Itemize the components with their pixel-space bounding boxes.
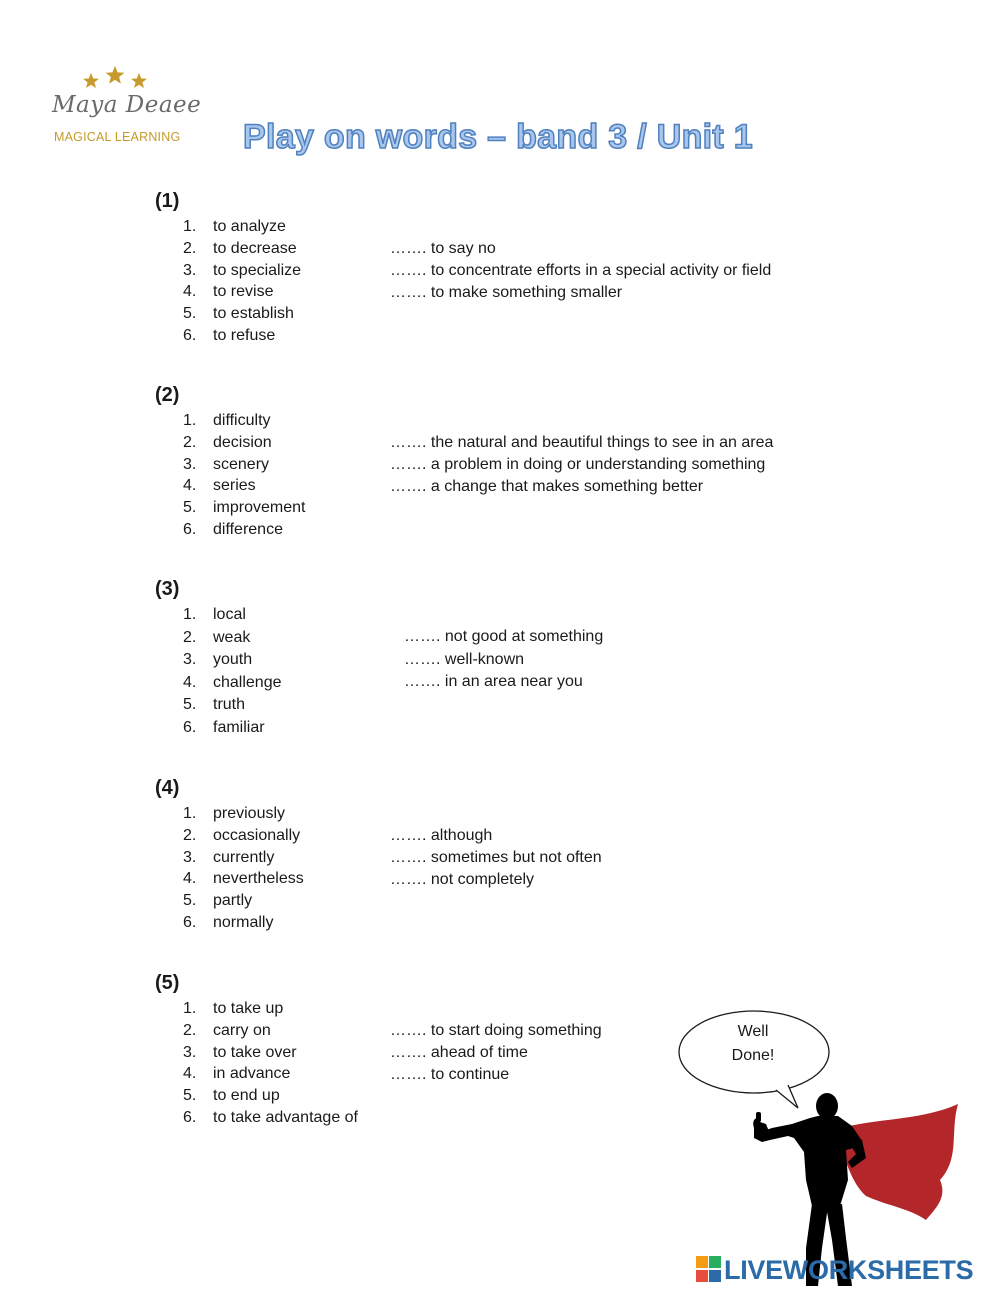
list-item: 4. challenge: [183, 673, 282, 691]
definition-list: [390, 238, 771, 303]
definition-input[interactable]: ……. ahead of time: [390, 1043, 528, 1061]
list-item: 6. normally: [183, 913, 274, 931]
list-item: 3. currently: [183, 848, 275, 866]
list-item: 4. to revise: [183, 283, 274, 301]
definition-input[interactable]: ……. not good at something: [404, 628, 604, 645]
word-list: [183, 803, 304, 934]
section-1: [155, 188, 855, 358]
definition-list: [390, 825, 602, 890]
definition-input[interactable]: ……. although: [390, 827, 493, 844]
list-item: 6. to refuse: [183, 326, 276, 344]
definition-list: [404, 626, 603, 694]
liveworksheets-logo: [696, 1254, 996, 1286]
list-item: 3. youth: [183, 651, 253, 669]
word-list: [183, 604, 282, 740]
bubble-text: [710, 1020, 796, 1068]
definition-input[interactable]: ……. in an area near you: [404, 673, 583, 691]
list-item: 2. to decrease: [183, 239, 297, 257]
list-item: 4. series: [183, 477, 256, 495]
section-heading: (2): [155, 384, 180, 406]
section-4: [155, 775, 855, 945]
definition-list: [390, 1020, 602, 1085]
bubble-line-1: Well: [737, 1023, 769, 1040]
list-item: 3. to take over: [183, 1043, 297, 1061]
word-list: [183, 216, 301, 347]
definition-list: [390, 432, 773, 497]
list-item: 5. truth: [183, 696, 246, 714]
list-item: 1. to take up: [183, 1000, 284, 1017]
definition-input[interactable]: ……. to make something smaller: [390, 283, 623, 301]
definition-input[interactable]: ……. not completely: [390, 870, 535, 888]
list-item: 3. to specialize: [183, 261, 302, 279]
definition-input[interactable]: ……. well-known: [404, 650, 525, 668]
list-item: 4. nevertheless: [183, 870, 304, 888]
section-heading: (5): [155, 972, 180, 994]
liveworksheets-text: LIVEWORKSHEETS: [724, 1255, 974, 1285]
definition-input[interactable]: ……. to concentrate efforts in a special activity or field: [390, 261, 772, 279]
definition-input[interactable]: ……. to say no: [390, 240, 496, 257]
list-item: 5. partly: [183, 892, 253, 910]
definition-input[interactable]: ……. the natural and beautiful things to see in an area: [390, 434, 774, 451]
list-item: 6. familiar: [183, 718, 265, 736]
list-item: 1. local: [183, 606, 246, 623]
definition-input[interactable]: ……. to continue: [390, 1065, 510, 1083]
word-list: [183, 410, 305, 541]
list-item: 4. in advance: [183, 1065, 291, 1083]
section-2: [155, 382, 855, 552]
section-heading: (3): [155, 578, 180, 600]
list-item: 1. to analyze: [183, 218, 286, 235]
logo-script: Maya Deaee: [52, 92, 202, 118]
definition-input[interactable]: ……. a change that makes something better: [390, 477, 704, 495]
section-heading: (1): [155, 190, 180, 212]
section-3: [155, 576, 855, 751]
page-title: Play on words – band 3 / Unit 1: [243, 118, 753, 156]
definition-input[interactable]: ……. sometimes but not often: [390, 848, 602, 866]
list-item: 2. decision: [183, 433, 272, 451]
list-item: 2. occasionally: [183, 826, 301, 844]
worksheet-title: [0, 118, 1000, 157]
list-item: 5. improvement: [183, 499, 306, 517]
section-heading: (4): [155, 777, 180, 799]
list-item: 6. difference: [183, 520, 283, 538]
logo-subtitle: MAGICAL LEARNING: [54, 130, 181, 144]
list-item: 6. to take advantage of: [183, 1108, 358, 1126]
three-stars-icon: [80, 64, 150, 92]
list-item: 3. scenery: [183, 455, 270, 473]
list-item: 2. carry on: [183, 1021, 271, 1039]
bubble-line-2: Done!: [731, 1047, 775, 1064]
definition-input[interactable]: ……. to start doing something: [390, 1022, 602, 1039]
list-item: 5. to end up: [183, 1087, 280, 1105]
list-item: 1. previously: [183, 805, 286, 822]
list-item: 2. weak: [183, 628, 251, 646]
liveworksheets-badge-icon: [696, 1256, 722, 1284]
list-item: 1. difficulty: [183, 412, 271, 429]
definition-input[interactable]: ……. a problem in doing or understanding something: [390, 455, 766, 473]
word-list: [183, 998, 358, 1129]
list-item: 5. to establish: [183, 305, 294, 323]
